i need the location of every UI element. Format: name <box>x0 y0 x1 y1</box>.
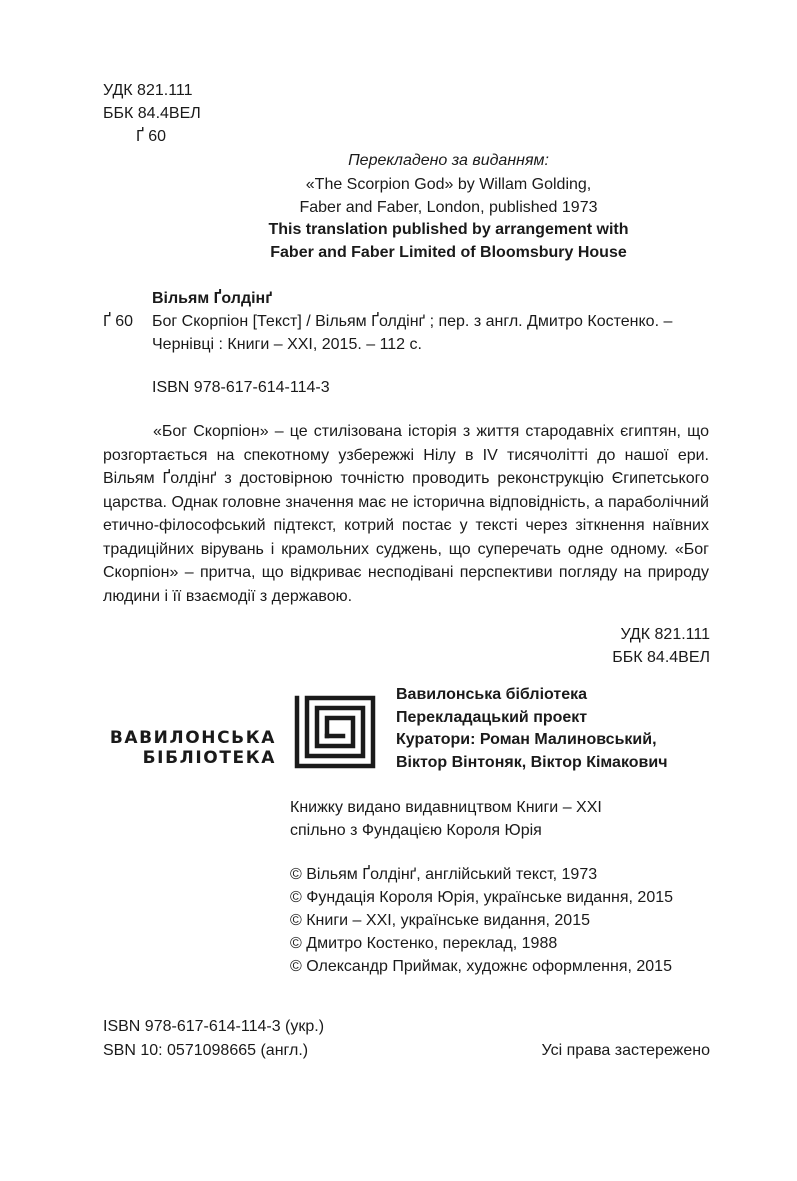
library-logo-text <box>100 728 276 768</box>
copyright-line: © Олександр Приймак, художнє оформлення, 2015 <box>290 958 672 975</box>
arrangement-line-2: Faber and Faber Limited of Bloomsbury House <box>270 244 627 261</box>
catalog-description-1: Бог Скорпіон [Текст] / Вільям Ґолдінґ ; пер. з англ. Дмитро Костенко. – <box>152 313 673 330</box>
publisher-note <box>290 796 602 842</box>
copyright-list <box>290 863 673 978</box>
isbn-ukr: ISBN 978-617-614-114-3 (укр.) <box>103 1018 325 1035</box>
author-mark: Ґ 60 <box>136 128 167 145</box>
catalog-description-2: Чернівці : Книги – ХХІ, 2015. – 112 с. <box>152 336 422 353</box>
logo-line-2: БІБЛІОТЕКА <box>142 748 276 768</box>
copyright-line: © Дмитро Костенко, переклад, 1988 <box>290 935 558 952</box>
publisher-note-line-1: Книжку видано видавництвом Книги – ХХІ <box>290 799 602 816</box>
bbk-code: ББК 84.4ВЕЛ <box>103 105 201 122</box>
copyright-line: © Книги – ХХІ, українське видання, 2015 <box>290 912 590 929</box>
copyright-line: © Вільям Ґолдінґ, англійський текст, 1973 <box>290 866 598 883</box>
original-publisher: Faber and Faber, London, published 1973 <box>299 199 598 216</box>
isbn-eng: SBN 10: 0571098665 (англ.) <box>103 1042 309 1059</box>
catalog-isbn: ISBN 978-617-614-114-3 <box>152 379 330 396</box>
catalog-author: Вільям Ґолдінґ <box>152 290 273 307</box>
logo-line-1: ВАВИЛОНСЬКА <box>109 728 276 748</box>
arrangement-line-1: This translation published by arrangement with <box>268 221 629 238</box>
annotation-text: «Бог Скорпіон» – це стилізована історія з життя стародавніх єгиптян, що розгортається на спекотному узбережжі Нілу в IV тисячолітті до нашої ери. Вільям Ґолдінґ з достовірною точністю проводить реконструкцію Єгипетського царства. Однак головне значення має не історична відповідність, а параболічний етично-філософський підтекст, котрий постає у тексті через зіткнення наївних традиційних вірувань і крамольних суджень, що суперечать одне одному. «Бог Скорпіон» – притча, що відкриває несподівані перспективи погляду на природу людини і її взаємодії з державою. <box>103 423 709 605</box>
labyrinth-logo-icon <box>293 695 377 769</box>
annotation <box>103 420 709 608</box>
project-line-3: Куратори: Роман Малиновський, <box>396 731 657 748</box>
project-line-2: Перекладацький проект <box>396 708 588 726</box>
publisher-note-line-2: спільно з Фундацією Короля Юрія <box>290 822 542 839</box>
project-line-1: Вавилонська бібліотека <box>396 686 588 703</box>
udk-code-bottom: УДК 821.111 <box>620 626 710 643</box>
translation-label: Перекладено за виданням: <box>348 152 549 169</box>
original-title: «The Scorpion God» by Willam Golding, <box>305 176 592 193</box>
project-credits <box>396 684 667 774</box>
catalog-mark: Ґ 60 <box>103 313 134 330</box>
rights-reserved: Усі права застережено <box>541 1042 710 1059</box>
project-line-4: Віктор Вінтоняк, Віктор Кімакович <box>396 753 668 771</box>
copyright-line: © Фундація Короля Юрія, українське видання, 2015 <box>290 889 674 906</box>
udk-code: УДК 821.111 <box>103 82 193 99</box>
bbk-code-bottom: ББК 84.4ВЕЛ <box>612 649 710 666</box>
